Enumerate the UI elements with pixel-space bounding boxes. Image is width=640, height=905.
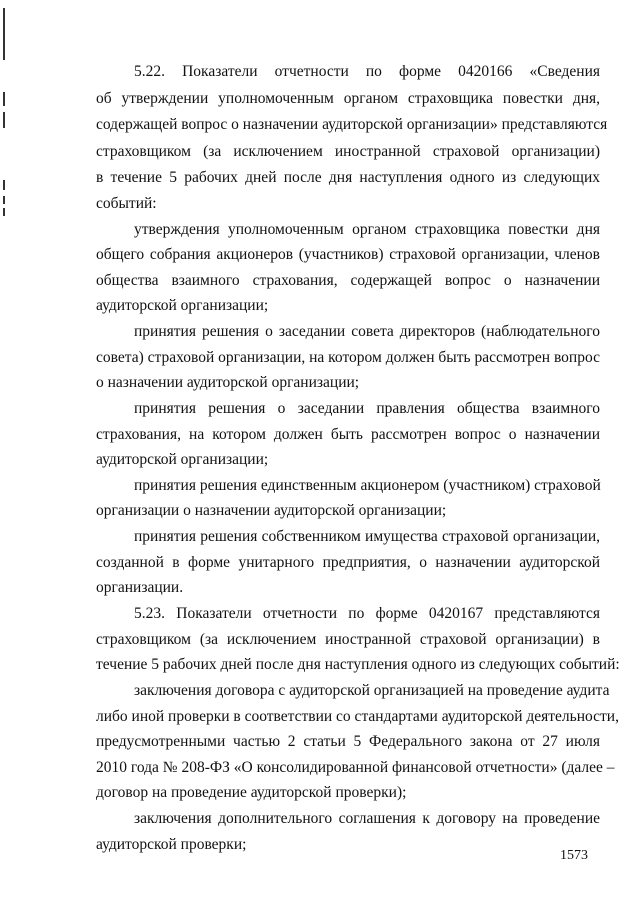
list-item-line: утверждения уполномоченным органом страховщика повестки дня <box>134 221 600 238</box>
list-item-line: организации о назначении аудиторской организации; <box>96 502 447 519</box>
scan-margin-mark <box>3 180 5 190</box>
list-item-line: принятия решения о заседании правления общества взаимного <box>134 400 600 417</box>
list-item-line: заключения дополнительного соглашения к договору на проведение <box>134 810 600 827</box>
list-item-line: созданной в форме унитарного предприятия, о назначении аудиторской <box>96 554 600 571</box>
paragraph-5-23-line: 5.23. Показатели отчетности по форме 0420167 представляются <box>134 605 600 622</box>
list-item-line: организации. <box>96 579 184 596</box>
paragraph-5-22-line: об утверждении уполномоченным органом страховщика повестки дня, <box>96 90 600 107</box>
list-item-line: заключения договора с аудиторской организацией на проведение аудита <box>134 682 610 699</box>
list-item-line: предусмотренными частью 2 статьи 5 Федерального закона от 27 июля <box>96 733 600 750</box>
scan-margin-mark <box>3 208 5 216</box>
paragraph-5-22-line: 5.22. Показатели отчетности по форме 0420166 «Сведения <box>134 63 600 80</box>
scan-margin-mark <box>3 8 5 60</box>
list-item-line: либо иной проверки в соответствии со стандартами аудиторской деятельности, <box>96 708 619 725</box>
scan-margin-mark <box>3 196 5 204</box>
paragraph-5-23-line: течение 5 рабочих дней после дня наступления одного из следующих событий: <box>96 656 620 673</box>
paragraph-5-22-line: содержащей вопрос о назначении аудиторской организации» представляются <box>96 116 608 133</box>
list-item-line: принятия решения единственным акционером (участником) страховой <box>134 477 601 494</box>
list-item-line: аудиторской организации; <box>96 451 269 468</box>
paragraph-5-22-line: страховщиком (за исключением иностранной страховой организации) <box>96 143 600 160</box>
list-item-line: общества взаимного страхования, содержащей вопрос о назначении <box>96 272 600 289</box>
list-item-line: 2010 года № 208-ФЗ «О консолидированной финансовой отчетности» (далее – <box>96 759 615 776</box>
list-item-line: аудиторской организации; <box>96 297 269 314</box>
list-item-line: совета) страховой организации, на котором должен быть рассмотрен вопрос <box>96 349 600 366</box>
list-item-line: принятия решения собственником имущества страховой организации, <box>134 528 600 545</box>
list-item-line: общего собрания акционеров (участников) страховой организации, членов <box>96 246 600 263</box>
page-number: 1573 <box>560 848 588 863</box>
paragraph-5-22-line: событий: <box>96 195 157 212</box>
list-item-line: принятия решения о заседании совета директоров (наблюдательного <box>134 323 600 340</box>
paragraph-5-22-line: в течение 5 рабочих дней после дня наступления одного из следующих <box>96 169 600 186</box>
scan-margin-mark <box>3 92 5 106</box>
scan-margin-mark <box>3 112 5 128</box>
list-item-line: аудиторской проверки; <box>96 836 247 853</box>
paragraph-5-23-line: страховщиком (за исключением иностранной страховой организации) в <box>96 631 600 648</box>
list-item-line: о назначении аудиторской организации; <box>96 374 360 391</box>
list-item-line: договор на проведение аудиторской проверки); <box>96 784 407 801</box>
list-item-line: страхования, на котором должен быть рассмотрен вопрос о назначении <box>96 426 600 443</box>
